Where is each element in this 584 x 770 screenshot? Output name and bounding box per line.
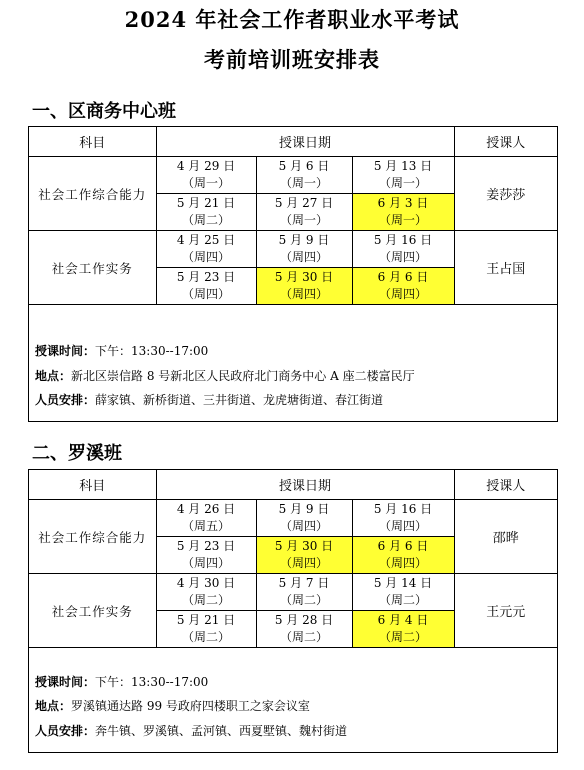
subject-cell: 社会工作实务 [29, 231, 156, 305]
date-cell: 6 月 6 日 （周四） [352, 537, 454, 574]
date-cell: 4 月 29 日 （周一） [156, 157, 256, 194]
date-cell: 5 月 21 日 （周二） [156, 194, 256, 231]
location-label: 地点： [35, 369, 72, 383]
header-teacher: 授课人 [454, 470, 557, 500]
subject-cell: 社会工作综合能力 [29, 500, 156, 574]
date-cell: 5 月 30 日 （周四） [256, 537, 352, 574]
location-value: 罗溪镇通达路 99 号政府四楼职工之家会议室 [71, 699, 310, 713]
table-row [29, 231, 557, 268]
date-cell: 5 月 27 日 （周一） [256, 194, 352, 231]
schedule-table [29, 127, 557, 305]
class-time-line [35, 342, 208, 359]
schedule-table [29, 470, 557, 648]
teacher-cell: 王占国 [454, 231, 557, 305]
staff-line [35, 391, 383, 408]
table-row [29, 500, 557, 537]
date-cell: 5 月 21 日 （周二） [156, 611, 256, 648]
date-cell: 5 月 16 日 （周四） [352, 231, 454, 268]
table-header-row [29, 127, 557, 157]
date-cell: 4 月 26 日 （周五） [156, 500, 256, 537]
date-cell: 5 月 7 日 （周二） [256, 574, 352, 611]
date-cell: 6 月 4 日 （周二） [352, 611, 454, 648]
class-time-label: 授课时间： [35, 344, 96, 358]
location-value: 新北区崇信路 8 号新北区人民政府北门商务中心 A 座二楼富民厅 [71, 369, 415, 383]
staff-line [35, 722, 347, 739]
date-cell: 5 月 14 日 （周二） [352, 574, 454, 611]
section-heading-district-business-center: 一、区商务中心班 [32, 101, 176, 122]
date-cell: 5 月 23 日 （周四） [156, 268, 256, 305]
date-cell: 5 月 9 日 （周四） [256, 231, 352, 268]
staff-value: 薛家镇、新桥街道、三井街道、龙虎塘街道、春江街道 [95, 393, 384, 407]
date-cell: 4 月 30 日 （周二） [156, 574, 256, 611]
schedule-box-luoxi [28, 469, 558, 753]
class-time-value: 下午：13:30--17:00 [95, 675, 209, 689]
date-cell: 4 月 25 日 （周四） [156, 231, 256, 268]
section-heading-luoxi: 二、罗溪班 [32, 443, 122, 464]
schedule-box-district-business-center [28, 126, 558, 422]
teacher-cell: 邵晔 [454, 500, 557, 574]
subject-cell: 社会工作实务 [29, 574, 156, 648]
header-dates: 授课日期 [156, 470, 454, 500]
class-time-value: 下午：13:30--17:00 [95, 344, 209, 358]
date-cell: 5 月 16 日 （周四） [352, 500, 454, 537]
table-header-row [29, 470, 557, 500]
date-cell: 5 月 30 日 （周四） [256, 268, 352, 305]
subject-cell: 社会工作综合能力 [29, 157, 156, 231]
document-title-line2: 考前培训班安排表 [204, 47, 380, 72]
teacher-cell: 姜莎莎 [454, 157, 557, 231]
location-line [35, 367, 415, 384]
class-time-label: 授课时间： [35, 675, 96, 689]
document-title-line1: 2024 年社会工作者职业水平考试 [124, 7, 460, 32]
location-label: 地点： [35, 699, 72, 713]
date-cell: 6 月 3 日 （周一） [352, 194, 454, 231]
date-cell: 5 月 13 日 （周一） [352, 157, 454, 194]
date-cell: 5 月 9 日 （周四） [256, 500, 352, 537]
header-dates: 授课日期 [156, 127, 454, 157]
header-subject: 科目 [29, 127, 156, 157]
staff-label: 人员安排： [35, 393, 96, 407]
table-row [29, 157, 557, 194]
header-teacher: 授课人 [454, 127, 557, 157]
staff-label: 人员安排： [35, 724, 96, 738]
table-row [29, 574, 557, 611]
location-line [35, 697, 310, 714]
date-cell: 6 月 6 日 （周四） [352, 268, 454, 305]
date-cell: 5 月 23 日 （周四） [156, 537, 256, 574]
date-cell: 5 月 28 日 （周二） [256, 611, 352, 648]
header-subject: 科目 [29, 470, 156, 500]
staff-value: 奔牛镇、罗溪镇、孟河镇、西夏墅镇、魏村街道 [95, 724, 348, 738]
class-time-line [35, 673, 208, 690]
date-cell: 5 月 6 日 （周一） [256, 157, 352, 194]
teacher-cell: 王元元 [454, 574, 557, 648]
